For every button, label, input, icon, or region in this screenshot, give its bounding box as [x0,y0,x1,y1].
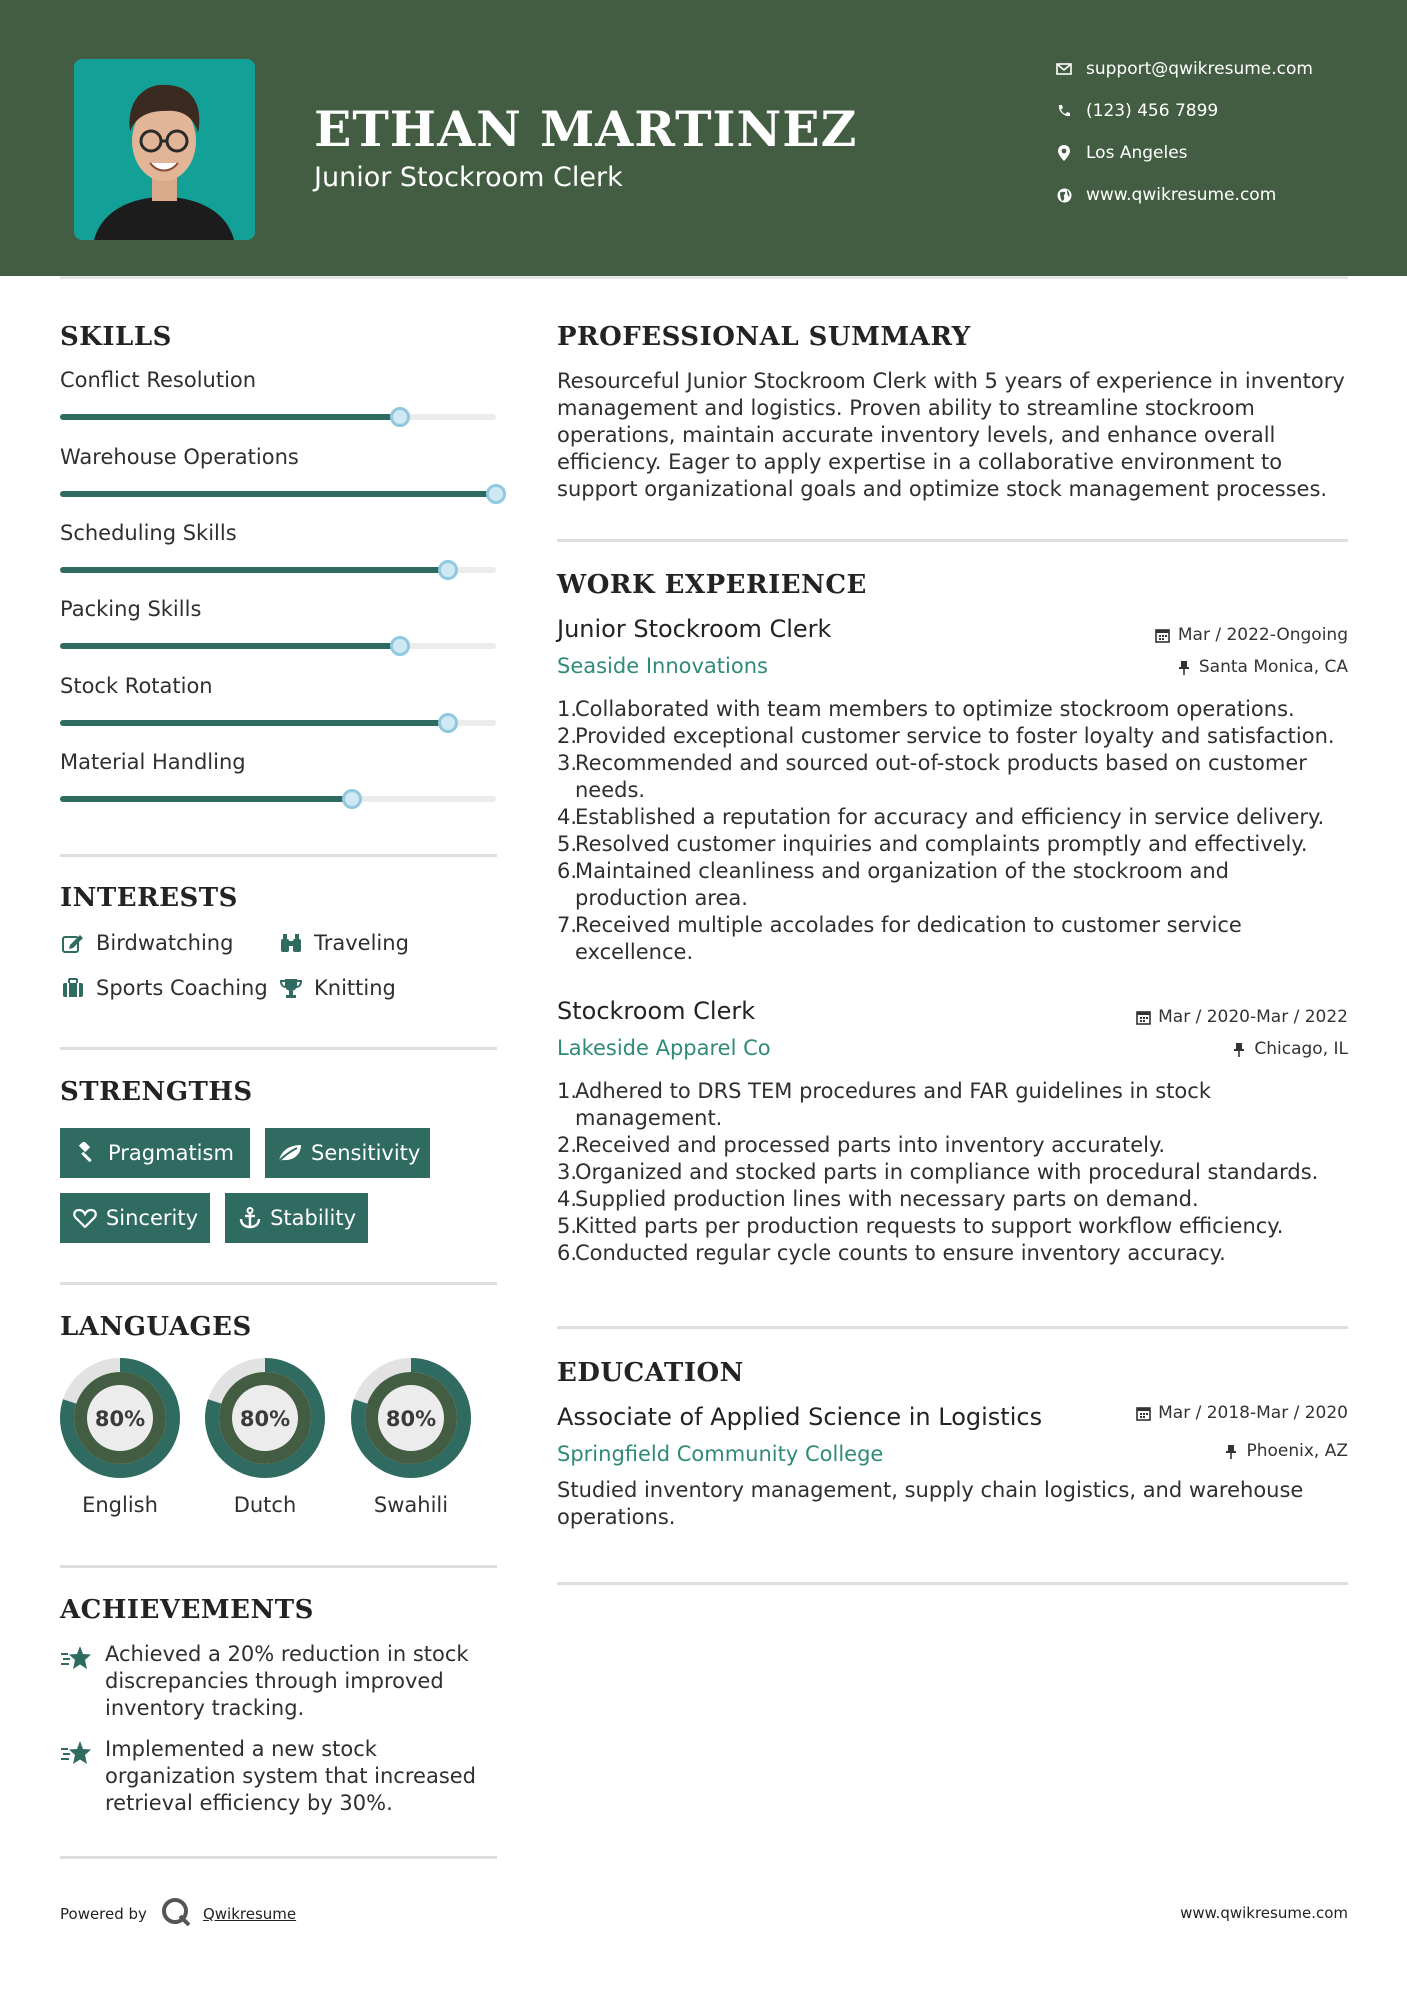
envelope-icon [1052,63,1076,75]
job-bullet [557,1132,1347,1159]
language-donut [205,1358,325,1478]
candidate-role: Junior Stockroom Clerk [314,162,623,193]
job-bullet [557,1240,1347,1267]
bullet-number: 4. [557,805,578,829]
strength-tag: Sincerity [60,1193,210,1243]
language-item [60,1358,180,1517]
strength-tag: Sensitivity [265,1128,430,1178]
language-donut [351,1358,471,1478]
anchor-icon [237,1207,262,1229]
job-bullet [557,804,1347,831]
calendar-icon [1134,1010,1152,1025]
bullet-text: Organized and stocked parts in compliance with procedural standards. [575,1160,1319,1184]
language-name: Swahili [373,1493,449,1517]
job-location: Santa Monica, CA [1175,656,1348,678]
section-divider [557,539,1348,542]
skill-label: Scheduling Skills [60,521,237,545]
qwikresume-logo-icon [161,1897,191,1931]
section-divider [60,1282,497,1285]
job-bullet [557,1078,1347,1132]
bullet-text: Provided exceptional customer service to foster loyalty and satisfaction. [575,724,1335,748]
job-bullet [557,750,1347,804]
profile-photo [74,59,255,240]
job-date: Mar / 2020-Mar / 2022 [1134,1006,1348,1028]
skill-bar-knob [438,560,458,580]
job-bullet [557,1186,1347,1213]
skills-heading: SKILLS [60,322,172,352]
skill-bar [60,414,496,420]
bullet-number: 5. [557,832,578,856]
globe-icon [1052,188,1076,203]
interest-item: Birdwatching [60,928,233,958]
contact-phone[interactable]: (123) 456 7899 [1052,99,1382,123]
binoculars-icon [278,933,304,953]
job-bullet-list [557,696,1347,966]
contact-website[interactable]: www.qwikresume.com [1052,183,1382,207]
job-date: Mar / 2022-Ongoing [1154,624,1348,646]
bullet-number: 5. [557,1214,578,1238]
interest-item: Traveling [278,928,409,958]
header-divider [60,276,1348,279]
trophy-icon [278,978,304,998]
bullet-text: Collaborated with team members to optimize stockroom operations. [575,697,1295,721]
phone-icon [1052,104,1076,118]
interests-heading: INTERESTS [60,883,238,913]
language-item [205,1358,325,1517]
heart-icon [72,1208,98,1228]
bullet-text: Maintained cleanliness and organization of the stockroom and production area. [575,859,1229,910]
strength-tag: Pragmatism [60,1128,250,1178]
language-percent: 80% [94,1407,146,1431]
summary-text: Resourceful Junior Stockroom Clerk with 5 years of experience in inventory management and logistics. Proven ability to streamline stockroom operations, maintain accurate inventory levels, and enhance overall efficiency. Eager to apply expertise in a collaborative environment to support organizational goals and optimize stock management processes. [557,369,1345,501]
bullet-number: 3. [557,751,578,775]
gavel-icon [72,1142,100,1164]
job-bullet-list [557,1078,1347,1267]
job-location: Chicago, IL [1230,1038,1348,1060]
calendar-icon [1134,1406,1152,1421]
summary-heading: PROFESSIONAL SUMMARY [557,322,971,352]
skill-bar-fill [60,491,496,497]
skill-bar-knob [390,407,410,427]
job-title: Stockroom Clerk [557,997,756,1025]
pencil-square-icon [60,933,86,953]
job-bullet [557,1213,1347,1240]
contact-email[interactable]: support@qwikresume.com [1052,57,1382,81]
skill-bar-fill [60,414,400,420]
skill-bar [60,796,496,802]
skill-label: Conflict Resolution [60,368,257,392]
job-title: Junior Stockroom Clerk [557,615,832,643]
job-bullet [557,912,1347,966]
job-bullet [557,1159,1347,1186]
job-bullet [557,723,1347,750]
section-divider [60,1565,497,1568]
bullet-number: 3. [557,1160,578,1184]
bullet-number: 4. [557,1187,578,1211]
thumbtack-icon [1230,1042,1248,1057]
interest-item: Sports Coaching [60,973,268,1003]
skill-bar-knob [486,484,506,504]
skill-bar [60,643,496,649]
skill-bar-fill [60,567,448,573]
achievement-item: Implemented a new stock organization system that increased retrieval efficiency by 30%. [60,1736,500,1821]
candidate-name: ETHAN MARTINEZ [314,100,858,158]
bullet-text: Recommended and sourced out-of-stock products based on customer needs. [575,751,1307,802]
footer-powered-by: Powered by Qwikresume [60,1896,296,1932]
education-description: Studied inventory management, supply chain logistics, and warehouse operations. [557,1478,1304,1529]
skill-bar-knob [342,789,362,809]
job-bullet [557,696,1347,723]
language-item [351,1358,471,1517]
achievements-heading: ACHIEVEMENTS [60,1595,314,1625]
header-banner [0,0,1407,276]
bullet-text: Kitted parts per production requests to support workflow efficiency. [575,1214,1284,1238]
bullet-text: Supplied production lines with necessary parts on demand. [575,1187,1199,1211]
contact-location: Los Angeles [1052,141,1382,165]
job-bullet [557,858,1347,912]
skill-bar-fill [60,796,352,802]
skill-bar-knob [390,636,410,656]
strengths-heading: STRENGTHS [60,1077,253,1107]
bullet-text: Resolved customer inquiries and complaints promptly and effectively. [575,832,1308,856]
interest-item: Knitting [278,973,396,1003]
section-divider [60,854,497,857]
skill-label: Stock Rotation [60,674,213,698]
skill-bar-knob [438,713,458,733]
language-name: English [82,1493,158,1517]
language-name: Dutch [233,1493,297,1517]
leaf-icon [277,1143,303,1163]
thumbtack-icon [1175,660,1193,675]
education-heading: EDUCATION [557,1358,744,1388]
language-percent: 80% [239,1407,291,1431]
bullet-number: 2. [557,1133,578,1157]
bullet-text: Established a reputation for accuracy and efficiency in service delivery. [575,805,1325,829]
skill-label: Material Handling [60,750,246,774]
section-divider [60,1047,497,1050]
languages-heading: LANGUAGES [60,1312,252,1342]
skill-bar [60,720,496,726]
skill-label: Packing Skills [60,597,202,621]
section-divider [60,1856,497,1859]
bullet-number: 6. [557,859,578,883]
briefcase-icon [60,978,86,998]
section-divider [557,1582,1348,1585]
star-icon [60,1740,94,1770]
achievement-item: Achieved a 20% reduction in stock discrepancies through improved inventory tracking. [60,1641,500,1726]
company-name: Lakeside Apparel Co [557,1036,771,1060]
bullet-number: 7. [557,913,578,937]
skill-bar-fill [60,643,400,649]
degree-title: Associate of Applied Science in Logistics [557,1403,1043,1431]
bullet-text: Adhered to DRS TEM procedures and FAR guidelines in stock management. [575,1079,1211,1130]
skill-bar-fill [60,720,448,726]
bullet-text: Received multiple accolades for dedication to customer service excellence. [575,913,1242,964]
strength-tag: Stability [225,1193,368,1243]
star-icon [60,1645,94,1675]
company-name: Seaside Innovations [557,654,768,678]
skill-bar [60,491,496,497]
section-divider [557,1326,1348,1329]
school-name: Springfield Community College [557,1442,884,1466]
experience-heading: WORK EXPERIENCE [557,570,867,600]
job-bullet [557,831,1347,858]
language-percent: 80% [385,1407,437,1431]
bullet-text: Received and processed parts into inventory accurately. [575,1133,1166,1157]
map-marker-icon [1052,145,1076,161]
footer-url[interactable]: www.qwikresume.com [1180,1904,1348,1922]
language-donut [60,1358,180,1478]
bullet-number: 1. [557,1079,578,1103]
bullet-number: 2. [557,724,578,748]
education-date: Mar / 2018-Mar / 2020 [1134,1402,1348,1424]
education-location: Phoenix, AZ [1222,1440,1348,1462]
skill-label: Warehouse Operations [60,445,299,469]
bullet-number: 1. [557,697,578,721]
calendar-icon [1154,628,1172,643]
skill-bar [60,567,496,573]
thumbtack-icon [1222,1444,1240,1459]
qwikresume-link[interactable]: Qwikresume [202,1905,297,1923]
bullet-number: 6. [557,1241,578,1265]
bullet-text: Conducted regular cycle counts to ensure inventory accuracy. [575,1241,1226,1265]
